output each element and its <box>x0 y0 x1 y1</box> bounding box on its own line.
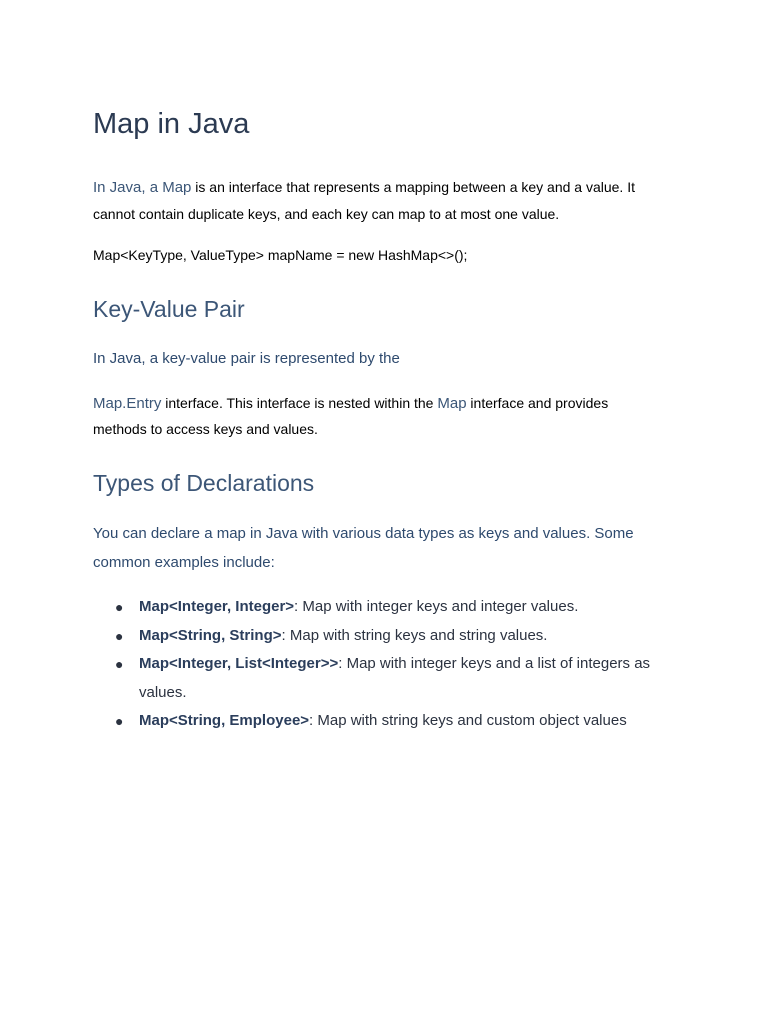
bullet-icon: ● <box>115 599 124 615</box>
list-item-type: Map<String, Employee> <box>139 712 310 729</box>
list-item <box>93 650 693 707</box>
bullet-icon: ● <box>115 627 124 644</box>
bullet-icon: ● <box>115 713 124 729</box>
kv-line-2-text-b: interface and provides <box>466 395 609 411</box>
section-heading-types: Types of Declarations <box>93 470 315 496</box>
kv-line-2-text-a: interface. This interface is nested within the <box>161 395 438 411</box>
list-item <box>93 593 693 622</box>
kv-line-2 <box>93 390 608 417</box>
types-line-2: common examples include: <box>93 554 275 571</box>
intro-highlight: In Java, a Map <box>93 179 192 196</box>
map-term: Map <box>437 395 467 412</box>
list-item-type: Map<String, String> <box>139 626 282 644</box>
list-item-desc: : Map with integer keys and integer values. <box>294 598 579 615</box>
section-heading-key-value: Key-Value Pair <box>93 296 245 322</box>
intro-line-2: cannot contain duplicate keys, and each key can map to at most one value. <box>93 206 560 222</box>
declaration-list <box>93 593 693 736</box>
intro-line-1 <box>93 174 635 201</box>
page-title: Map in Java <box>93 108 250 140</box>
list-item-type: Map<Integer, List<Integer>> <box>139 655 339 672</box>
kv-line-1: In Java, a key-value pair is represented by the <box>93 350 400 367</box>
list-item-type: Map<Integer, Integer> <box>139 598 295 615</box>
list-item-desc: : Map with string keys and string values. <box>281 626 548 644</box>
list-item-desc: : Map with integer keys and a list of integers as values. <box>139 655 651 701</box>
map-entry-term: Map.Entry <box>93 395 162 412</box>
kv-line-3: methods to access keys and values. <box>93 421 318 437</box>
list-item-desc: : Map with string keys and custom object values <box>309 712 627 729</box>
code-example: Map<KeyType, ValueType> mapName = new HashMap<>(); <box>93 247 468 263</box>
bullet-icon: ● <box>115 656 124 672</box>
intro-line-1-rest: is an interface that represents a mapping between a key and a value. It <box>191 179 635 195</box>
types-line-1: You can declare a map in Java with various data types as keys and values. Some <box>93 525 634 542</box>
list-item <box>93 622 693 651</box>
list-item <box>93 707 693 736</box>
